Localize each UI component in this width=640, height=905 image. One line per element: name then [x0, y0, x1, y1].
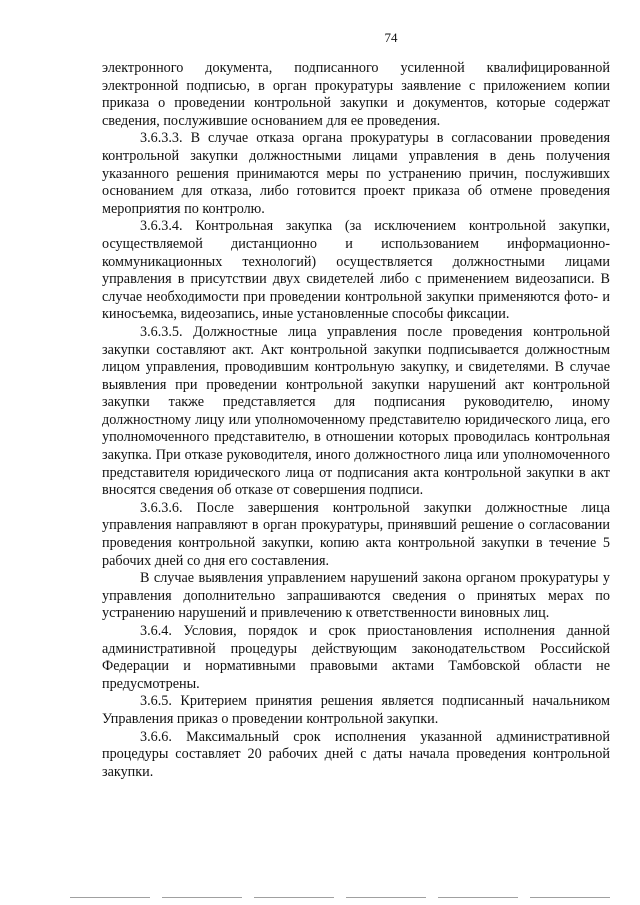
page-number: 74 [384, 30, 398, 45]
paragraph-continuation: электронного документа, подписанного усиленной квалифицированной электронной подписью, в орган прокуратуры заявление с приложением копии приказа о проведении контрольной закупки и документов, которые содержат сведения, послужившие основанием для ее проведения. [102, 60, 610, 129]
paragraph-3-6-5: 3.6.5. Критерием принятия решения является подписанный начальником Управления приказ о проведении контрольной закупки. [102, 693, 610, 727]
document-body [102, 60, 610, 781]
paragraph-3-6-4: 3.6.4. Условия, порядок и срок приостановления исполнения данной административной процедуры действующим законодательством Российской Федерации и нормативными правовыми актами Тамбовской области не предусмотрены. [102, 623, 610, 692]
paragraph-3-6-3-5: 3.6.3.5. Должностные лица управления после проведения контрольной закупки составляют акт. Акт контрольной закупки подписывается должностным лицом управления, проводившим контрольную закупку, и свидетелями. В случае выявления при проведении контрольной закупки нарушений акт контрольной закупки также представляется для подписания руководителю, иному должностному лицу или уполномоченному представителю юридического лица, его уполномоченного представителю, в отношении которых проводилась контрольная закупка. При отказе руководителя, иного должностного лица или уполномоченного представителя юридического лица от подписания акта контрольной закупки в акт вносятся сведения об отказе от совершения подписи. [102, 323, 610, 499]
paragraph-3-6-3-4: 3.6.3.4. Контрольная закупка (за исключением контрольной закупки, осуществляемой дистанционно и использованием информационно-коммуникационных технологий) осуществляется должностными лицами управления в присутствии двух свидетелей либо с применением видеозаписи. В случае необходимости при проведении контрольной закупки применяются фото- и киносъемка, видеозапись, иные установленные способы фиксации. [102, 218, 610, 323]
paragraph-3-6-3-3: 3.6.3.3. В случае отказа органа прокуратуры в согласовании проведения контрольной закупки должностными лицами управления в день получения указанного решения принимаются меры по устранению причин, послуживших основанием для отказа, либо готовится проект приказа об отмене проведения мероприятия по контролю. [102, 130, 610, 217]
paragraph-3-6-6: 3.6.6. Максимальный срок исполнения указанной административной процедуры составляет 20 рабочих дней с даты начала проведения контрольной закупки. [102, 728, 610, 780]
paragraph-violations: В случае выявления управлением нарушений закона органом прокуратуры у управления дополнительно запрашиваются сведения о принятых мерах по устранению нарушений и привлечению к ответственности виновных лиц. [102, 570, 610, 622]
paragraph-3-6-3-6: 3.6.3.6. После завершения контрольной закупки должностные лица управления направляют в орган прокуратуры, принявший решение о согласовании проведения контрольной закупки, копию акта контрольной закупки в течение 5 рабочих дней со дня его составления. [102, 499, 610, 569]
scan-footer-artifacts [70, 897, 610, 899]
